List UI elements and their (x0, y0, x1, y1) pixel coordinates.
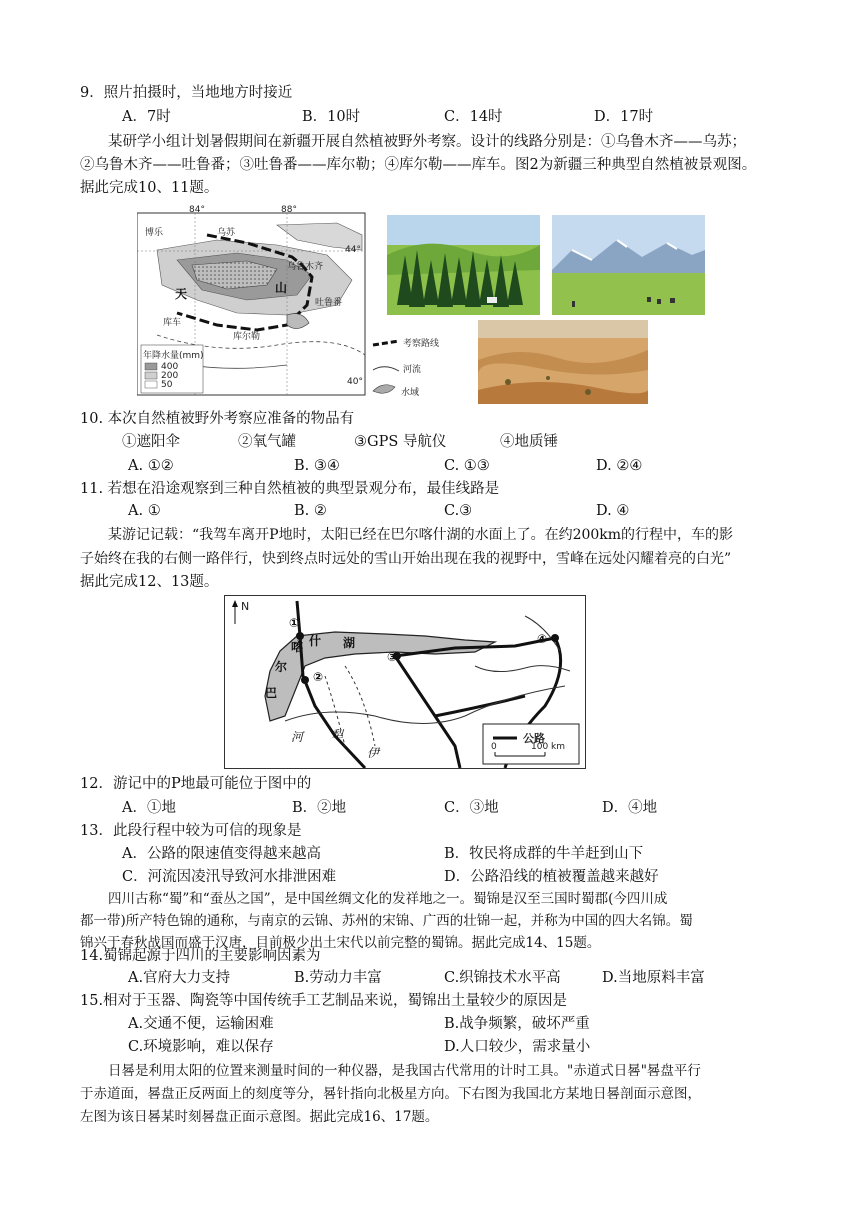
q15-option-a: A.交通不便，运输困难 (128, 1016, 274, 1032)
scale-100km: 100 km (531, 742, 566, 752)
q10-option-c: C. ①③ (444, 458, 490, 474)
passage2-line3: 据此完成12、13题。 (80, 574, 219, 590)
river-char-li: 犁 (331, 728, 344, 742)
place-bole: 博乐 (145, 228, 164, 238)
photo-forest (387, 215, 540, 315)
passage3-line3: 锦兴于春秋战国而盛于汉唐，目前极少出土宋代以前完整的蜀锦。据此完成14、15题。 (80, 935, 601, 951)
q14-option-b: B.劳动力丰富 (294, 970, 382, 986)
q12-option-b: B．②地 (292, 800, 347, 816)
legend-river: 河流 (403, 365, 422, 375)
place-kuqa: 库车 (163, 318, 182, 328)
legend-road: 公路 (523, 732, 545, 745)
place-urumqi: 乌鲁木齐 (287, 262, 324, 272)
lake-char-ba: 巴 (265, 686, 278, 700)
q14-stem: 14.蜀锦起源于四川的主要影响因素为 (80, 948, 321, 964)
passage1-line1: 某研学小组计划暑假期间在新疆开展自然植被野外考察。设计的线路分别是：①乌鲁木齐——乌苏； (108, 134, 746, 150)
q12-option-d: D．④地 (602, 800, 658, 816)
q15-option-b: B.战争频繁，破坏严重 (444, 1016, 590, 1032)
passage4-line1: 日晷是利用太阳的位置来测量时间的一种仪器，是我国古代常用的计时工具。"赤道式日晷"晷盘平行 (108, 1063, 701, 1079)
label-shan: 山 (275, 281, 288, 295)
q10-option-d: D. ②④ (596, 458, 643, 474)
river-char-yi: 伊 (367, 746, 380, 760)
north-label: N (241, 600, 250, 613)
lon-label-88: 88° (281, 205, 297, 215)
passage4-line3: 左图为该日晷某时刻晷盘正面示意图。据此完成16、17题。 (80, 1109, 439, 1125)
q14-option-d: D.当地原料丰富 (602, 970, 705, 986)
lat-label-44: 44° (345, 245, 361, 255)
point-2: ② (313, 670, 324, 684)
lat-label-40: 40° (347, 377, 363, 387)
label-tian: 天 (175, 287, 188, 301)
legend-water: 水域 (401, 388, 420, 398)
passage2-line2: 子始终在我的右侧一路伴行，快到终点时远处的雪山开始出现在我的视野中，雪峰在远处闪耀着亮的白光” (80, 551, 732, 567)
legend-50: 50 (161, 380, 173, 390)
q12-option-c: C．③地 (444, 800, 499, 816)
q9-option-c: C．14时 (444, 109, 503, 125)
legend-route: 考察路线 (403, 339, 440, 349)
lake-char-ka: 喀 (291, 640, 304, 654)
q15-option-d: D.人口较少，需求量小 (444, 1039, 591, 1055)
balkhash-map (224, 595, 586, 769)
q10-option-a: A. ①② (128, 458, 174, 474)
q11-option-d: D. ④ (596, 503, 630, 519)
q13-option-c: C．河流因凌汛导致河水排泄困难 (122, 869, 337, 885)
q14-option-c: C.织锦技术水平高 (444, 970, 561, 986)
q9-option-a: A．7时 (122, 109, 171, 125)
legend-400: 400 (161, 362, 179, 372)
q9-stem: 9．照片拍摄时，当地地方时接近 (80, 85, 293, 101)
passage3-line1: 四川古称“蜀”和“蚕丛之国”，是中国丝绸文化的发祥地之一。蜀锦是汉至三国时蜀郡(今四川成 (108, 891, 668, 907)
photo-desert (478, 320, 648, 404)
legend-precip-title: 年降水量(mm) (143, 351, 204, 361)
lon-label-84: 84° (189, 205, 205, 215)
place-turpan: 吐鲁番 (315, 298, 343, 308)
photo-grassland (552, 215, 705, 315)
q10-option-b: B. ③④ (294, 458, 340, 474)
river-char-he: 河 (291, 730, 304, 744)
q13-stem: 13．此段行程中较为可信的现象是 (80, 823, 302, 839)
q11-option-b: B. ② (294, 503, 327, 519)
lake-char-shi: 什 (309, 634, 322, 648)
q15-stem: 15.相对于玉器、陶瓷等中国传统手工艺制品来说，蜀锦出土量较少的原因是 (80, 993, 568, 1009)
q10-item-4: ④地质锤 (500, 434, 558, 450)
q9-option-d: D．17时 (594, 109, 654, 125)
legend-200: 200 (161, 371, 179, 381)
point-3: ③ (387, 650, 398, 664)
point-1: ① (289, 616, 300, 630)
q13-option-d: D．公路沿线的植被覆盖越来越好 (444, 869, 659, 885)
q12-stem: 12．游记中的P地最可能位于图中的 (80, 776, 312, 792)
passage3-line2: 都一带)所产特色锦的通称，与南京的云锦、苏州的宋锦、广西的壮锦一起，并称为中国的四大名锦。蜀 (80, 913, 693, 929)
place-korla: 库尔勒 (233, 332, 261, 342)
passage1-line3: 据此完成10、11题。 (80, 180, 219, 196)
q12-option-a: A．①地 (122, 800, 176, 816)
q14-option-a: A.官府大力支持 (128, 970, 231, 986)
q15-option-c: C.环境影响，难以保存 (128, 1039, 274, 1055)
lake-char-hu: 湖 (343, 636, 356, 650)
q11-option-a: A. ① (128, 503, 161, 519)
q10-item-2: ②氧气罐 (238, 434, 296, 450)
lake-char-er: 尔 (275, 660, 288, 674)
point-4: ④ (537, 632, 548, 646)
place-wusu: 乌苏 (217, 228, 236, 238)
scale-0: 0 (491, 742, 497, 752)
q13-option-a: A．公路的限速值变得越来越高 (122, 846, 321, 862)
q11-stem: 11. 若想在沿途观察到三种自然植被的典型景观分布，最佳线路是 (80, 481, 500, 497)
q9-option-b: B．10时 (302, 109, 361, 125)
q10-stem: 10. 本次自然植被野外考察应准备的物品有 (80, 411, 355, 427)
passage4-line2: 于赤道面，晷盘正反两面上的刻度等分，晷针指向北极星方向。下右图为我国北方某地日晷剖面示意图， (80, 1086, 701, 1102)
passage2-line1: 某游记记载：“我驾车离开P地时，太阳已经在巴尔喀什湖的水面上了。在约200km的行程中，车的影 (108, 527, 734, 543)
q11-option-c: C.③ (444, 503, 473, 519)
passage1-line2: ②乌鲁木齐——吐鲁番；③吐鲁番——库尔勒；④库尔勒——库车。图2为新疆三种典型自然植被景观图。 (80, 157, 757, 173)
q10-item-3: ③GPS 导航仪 (354, 434, 447, 450)
q10-item-1: ①遮阳伞 (122, 434, 180, 450)
q13-option-b: B．牧民将成群的牛羊赶到山下 (444, 846, 644, 862)
